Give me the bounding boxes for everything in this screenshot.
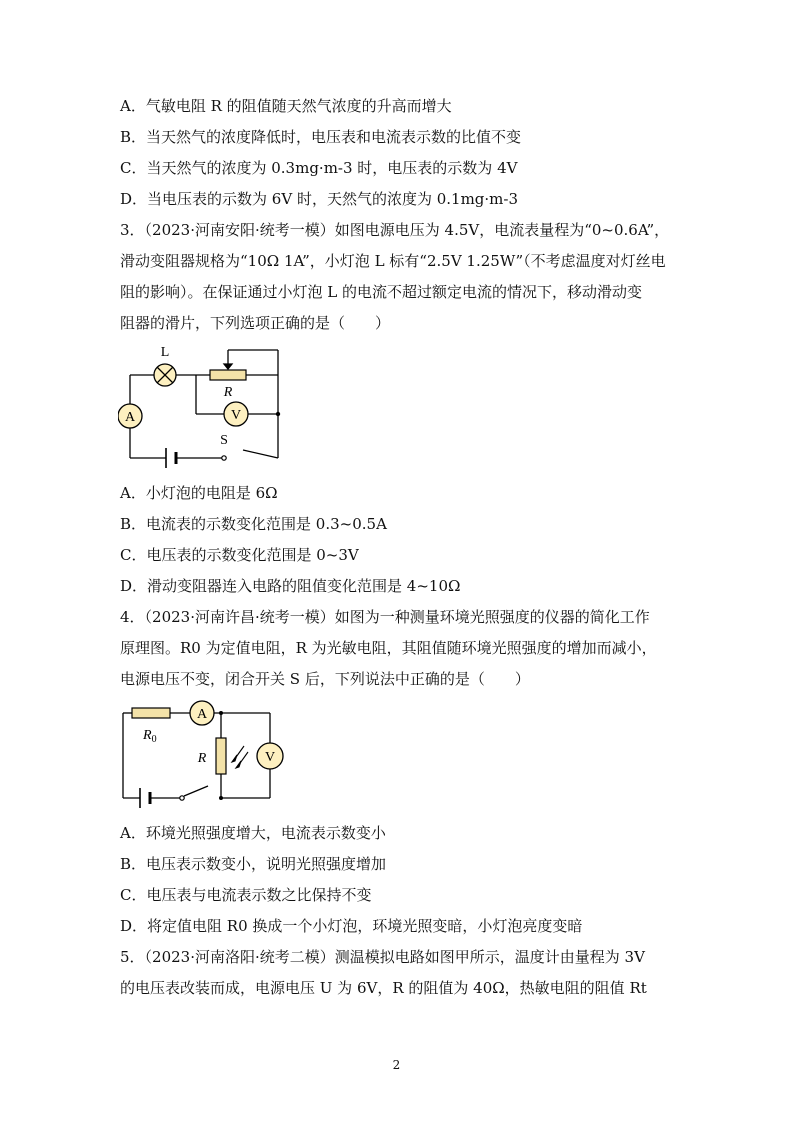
q4-circuit-diagram <box>118 700 288 810</box>
q4-photo-resistor <box>216 738 226 774</box>
q2-option-c: C．当天然气的浓度为 0.3mg·m-3 时，电压表的示数为 4V <box>120 159 518 177</box>
q4-option-d: D．将定值电阻 R0 换成一个小灯泡，环境光照变暗，小灯泡亮度变暗 <box>120 917 583 935</box>
q3-switch-pivot <box>222 456 226 460</box>
q3-option-d: D．滑动变阻器连入电路的阻值变化范围是 4~10Ω <box>120 577 461 595</box>
q3-stem-line-1: 3．（2023·河南安阳·统考一模）如图电源电压为 4.5V，电流表量程为“0~0.6A”， <box>120 221 670 239</box>
q4-fixed-resistor <box>132 708 170 718</box>
q4-option-c: C．电压表与电流表示数之比保持不变 <box>120 886 372 904</box>
q3-stem-line-3: 阻的影响）。在保证通过小灯泡 L 的电流不超过额定电流的情况下，移动滑动变 <box>120 283 643 301</box>
q3-option-b: B．电流表的示数变化范围是 0.3~0.5A <box>120 515 387 533</box>
q3-lamp-label: L <box>160 345 170 360</box>
q3-voltmeter-label: V <box>230 408 242 423</box>
q5-stem-line-2: 的电压表改装而成，电源电压 U 为 6V，R 的阻值为 40Ω，热敏电阻的阻值 Rt <box>120 979 647 997</box>
q4-photo-resistor-label: R <box>197 751 207 766</box>
q4-stem-line-2: 原理图。R0 为定值电阻，R 为光敏电阻，其阻值随环境光照强度的增加而减小， <box>120 639 657 657</box>
q4-option-b: B．电压表示数变小，说明光照强度增加 <box>120 855 387 873</box>
q3-rheostat-label: R <box>223 385 233 400</box>
q4-option-a: A．环境光照强度增大，电流表示数变小 <box>120 824 386 842</box>
q3-rheostat-resistor <box>210 370 246 380</box>
q4-fixed-resistor-label: $R_0$ <box>143 728 157 745</box>
page-number: 2 <box>392 1058 401 1072</box>
q4-stem-line-3: 电源电压不变，闭合开关 S 后，下列说法中正确的是（ ） <box>120 670 530 688</box>
q4-stem-line-1: 4．（2023·河南许昌·统考一模）如图为一种测量环境光照强度的仪器的简化工作 <box>120 608 650 626</box>
q3-stem-line-2: 滑动变阻器规格为“10Ω 1A”，小灯泡 L 标有“2.5V 1.25W”（不考虑温度对灯丝电 <box>120 252 666 270</box>
q2-option-b: B．当天然气的浓度降低时，电压表和电流表示数的比值不变 <box>120 128 522 146</box>
q3-circuit-diagram <box>118 342 288 472</box>
q4-voltmeter-label: V <box>264 750 276 765</box>
light-arrow-icon <box>232 746 248 768</box>
q3-lamp-icon <box>154 364 176 386</box>
q3-option-a: A．小灯泡的电阻是 6Ω <box>120 484 278 502</box>
q2-option-a: A．气敏电阻 R 的阻值随天然气浓度的升高而增大 <box>120 97 452 115</box>
q3-ammeter-label: A <box>124 410 136 425</box>
q3-switch-label: S <box>220 433 228 448</box>
q3-option-c: C．电压表的示数变化范围是 0~3V <box>120 546 359 564</box>
q2-option-d: D．当电压表的示数为 6V 时，天然气的浓度为 0.1mg·m-3 <box>120 190 518 208</box>
q4-ammeter-label: A <box>196 707 208 722</box>
q5-stem-line-1: 5．（2023·河南洛阳·统考二模）测温模拟电路如图甲所示，温度计由量程为 3V <box>120 948 645 966</box>
q3-stem-line-4: 阻器的滑片，下列选项正确的是（ ） <box>120 314 391 332</box>
